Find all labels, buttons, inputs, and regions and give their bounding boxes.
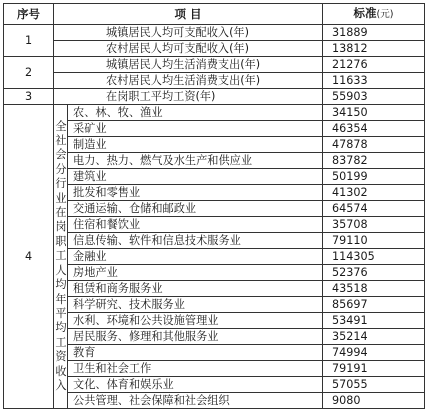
row-item: 租赁和商务服务业 (68, 281, 323, 297)
row-value: 9080 (323, 393, 425, 409)
row-item: 教育 (68, 345, 323, 361)
row-item: 卫生和社会工作 (68, 361, 323, 377)
group-vertical-label-cell (54, 105, 68, 409)
table-row (4, 73, 425, 89)
row-value: 50199 (323, 169, 425, 185)
row-item: 房地产业 (68, 265, 323, 281)
row-value: 35708 (323, 217, 425, 233)
row-item: 在岗职工平均工资(年) (54, 89, 323, 105)
table-row (4, 41, 425, 57)
row-value: 79191 (323, 361, 425, 377)
row-value: 52376 (323, 265, 425, 281)
row-value: 35214 (323, 329, 425, 345)
table-body (4, 25, 425, 409)
compensation-standards-table (3, 3, 425, 409)
row-item: 建筑业 (68, 169, 323, 185)
row-item: 文化、体育和娱乐业 (68, 377, 323, 393)
row-item: 采矿业 (68, 121, 323, 137)
row-index: 1 (4, 25, 54, 57)
table-row (4, 57, 425, 73)
table-row (4, 25, 425, 41)
row-value: 74994 (323, 345, 425, 361)
header-index: 序号 (4, 4, 54, 25)
table-row (4, 89, 425, 105)
row-item: 农、林、牧、渔业 (68, 105, 323, 121)
row-value: 11633 (323, 73, 425, 89)
row-value: 55903 (323, 89, 425, 105)
row-item: 水利、环境和公共设施管理业 (68, 313, 323, 329)
row-value: 21276 (323, 57, 425, 73)
row-index: 4 (4, 105, 54, 409)
row-value: 83782 (323, 153, 425, 169)
row-item: 制造业 (68, 137, 323, 153)
table-row (4, 393, 425, 409)
row-item: 城镇居民人均可支配收入(年) (54, 25, 323, 41)
row-item: 农村居民人均可支配收入(年) (54, 41, 323, 57)
row-value: 53491 (323, 313, 425, 329)
row-item: 科学研究、技术服务业 (68, 297, 323, 313)
row-item: 农村居民人均生活消费支出(年) (54, 73, 323, 89)
table-row (4, 105, 425, 121)
header-item: 项 目 (54, 4, 323, 25)
row-index: 3 (4, 89, 54, 105)
table-row (4, 249, 425, 265)
header-value (323, 4, 425, 25)
row-item: 信息传输、软件和信息技术服务业 (68, 233, 323, 249)
row-item: 居民服务、修理和其他服务业 (68, 329, 323, 345)
row-item: 批发和零售业 (68, 185, 323, 201)
group-vertical-label: 全社会分行业在岗职工人均年平均工资收入 (55, 119, 67, 392)
row-value: 57055 (323, 377, 425, 393)
row-value: 41302 (323, 185, 425, 201)
row-item: 交通运输、仓储和邮政业 (68, 201, 323, 217)
row-value: 114305 (323, 249, 425, 265)
row-value: 47878 (323, 137, 425, 153)
row-value: 79110 (323, 233, 425, 249)
row-item: 城镇居民人均生活消费支出(年) (54, 57, 323, 73)
row-value: 13812 (323, 41, 425, 57)
table-header-row (4, 4, 425, 25)
row-item: 金融业 (68, 249, 323, 265)
row-item: 电力、热力、燃气及水生产和供应业 (68, 153, 323, 169)
header-value-unit: (元) (376, 9, 394, 20)
header-value-label: 标准 (353, 6, 377, 20)
row-item: 公共管理、社会保障和社会组织 (68, 393, 323, 409)
row-value: 64574 (323, 201, 425, 217)
row-value: 43518 (323, 281, 425, 297)
row-value: 34150 (323, 105, 425, 121)
row-index: 2 (4, 57, 54, 89)
row-item: 住宿和餐饮业 (68, 217, 323, 233)
row-value: 85697 (323, 297, 425, 313)
row-value: 31889 (323, 25, 425, 41)
row-value: 46354 (323, 121, 425, 137)
